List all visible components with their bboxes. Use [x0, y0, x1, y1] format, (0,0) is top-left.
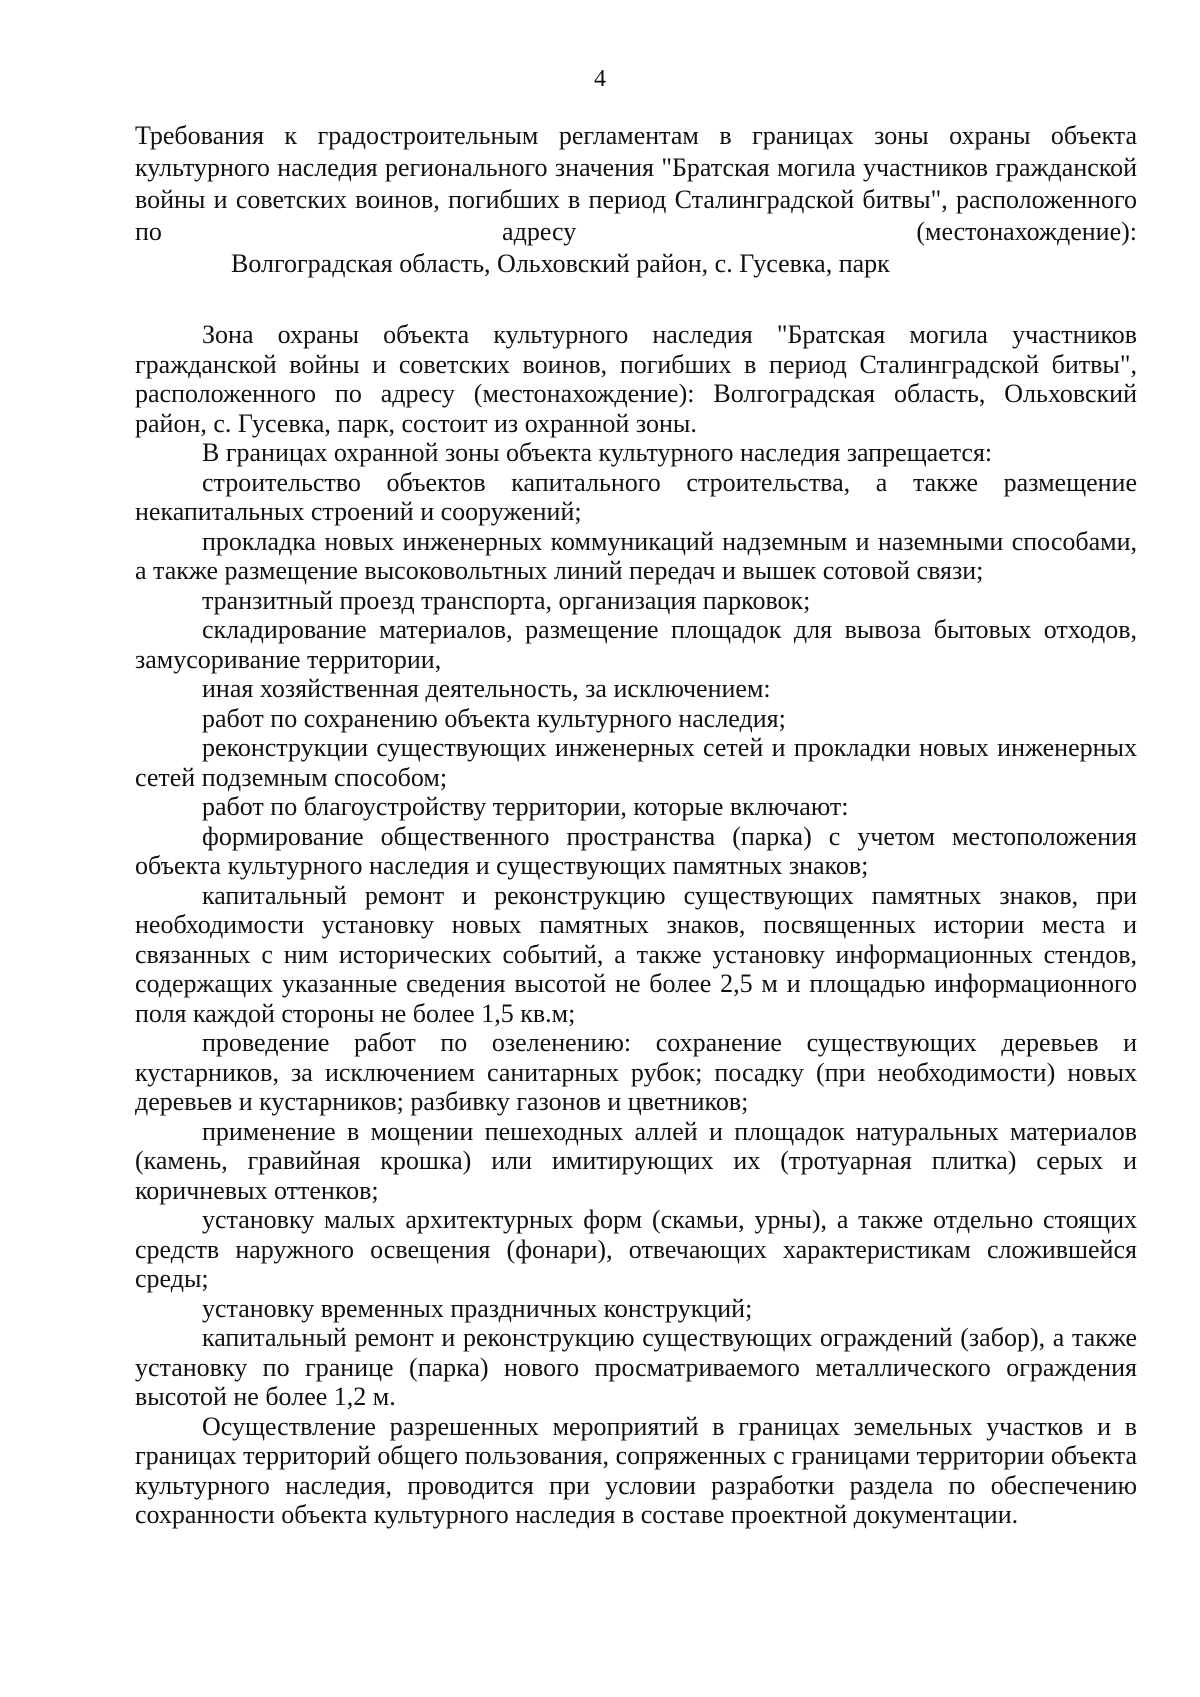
- paragraph: реконструкции существующих инженерных сетей и прокладки новых инженерных сетей подземным способом;: [135, 733, 1137, 792]
- paragraph: капитальный ремонт и реконструкцию существующих ограждений (забор), а также установку по границе (парка) нового просматриваемого металлического ограждения высотой не более 1,2 м.: [135, 1323, 1137, 1411]
- paragraph: формирование общественного пространства (парка) с учетом местоположения объекта культурного наследия и существующих памятных знаков;: [135, 821, 1137, 880]
- paragraph: капитальный ремонт и реконструкцию существующих памятных знаков, при необходимости установку новых памятных знаков, посвященных истории места и связанных с ним исторических событий, а также установку информационных стендов, содержащих указанные сведения высотой не более 2,5 м и площадью информационного поля каждой стороны не более 1,5 кв.м;: [135, 880, 1137, 1028]
- paragraph: складирование материалов, размещение площадок для вывоза бытовых отходов, замусоривание территории,: [135, 615, 1137, 674]
- heading-text: Требования к градостроительным регламентам в границах зоны охраны объекта культурного наследия регионального значения "Братская могила участников гражданской войны и советских воинов, погибших в период Сталинградской битвы", расположенного по адресу (местонахождение):: [135, 121, 1137, 246]
- paragraph: строительство объектов капитального строительства, а также размещение некапитальных строений и сооружений;: [135, 467, 1137, 526]
- paragraph: прокладка новых инженерных коммуникаций надземным и наземными способами, а также размещение высоковольтных линий передач и вышек сотовой связи;: [135, 526, 1137, 585]
- page-number: 4: [594, 66, 606, 92]
- heading-location: Волгоградская область, Ольховский район, с. Гусевка, парк: [231, 249, 890, 278]
- paragraph: применение в мощении пешеходных аллей и площадок натуральных материалов (камень, гравийная крошка) или имитирующих их (тротуарная плитка) серых и коричневых оттенков;: [135, 1116, 1137, 1205]
- paragraph: Осуществление разрешенных мероприятий в границах земельных участков и в границах территорий общего пользования, сопряженных с границами территории объекта культурного наследия, проводится при условии разработки раздела по обеспечению сохранности объекта культурного наследия в составе проектной документации.: [135, 1411, 1137, 1529]
- paragraph: Зона охраны объекта культурного наследия "Братская могила участников гражданской войны и советских воинов, погибших в период Сталинградской битвы", расположенного по адресу (местонахождение): Волгоградская область, Ольховский район, с. Гусевка, парк, состоит из охранной зоны.: [135, 320, 1137, 438]
- paragraph: установку временных праздничных конструкций;: [202, 1293, 753, 1323]
- paragraph: В границах охранной зоны объекта культурного наследия запрещается:: [202, 438, 993, 467]
- document-content: [135, 120, 1137, 1530]
- paragraph: работ по сохранению объекта культурного наследия;: [202, 703, 786, 733]
- document-body: [135, 320, 1137, 1530]
- paragraph: работ по благоустройству территории, которые включают:: [202, 792, 849, 821]
- document-heading: [135, 120, 1137, 280]
- paragraph: установку малых архитектурных форм (скамьи, урны), а также отдельно стоящих средств наружного освещения (фонари), отвечающих характеристикам сложившейся среды;: [135, 1205, 1137, 1293]
- paragraph: транзитный проезд транспорта, организация парковок;: [202, 585, 811, 615]
- paragraph: проведение работ по озеленению: сохранение существующих деревьев и кустарников, за исключением санитарных рубок; посадку (при необходимости) новых деревьев и кустарников; разбивку газонов и цветников;: [135, 1028, 1137, 1116]
- paragraph: иная хозяйственная деятельность, за исключением:: [202, 674, 771, 703]
